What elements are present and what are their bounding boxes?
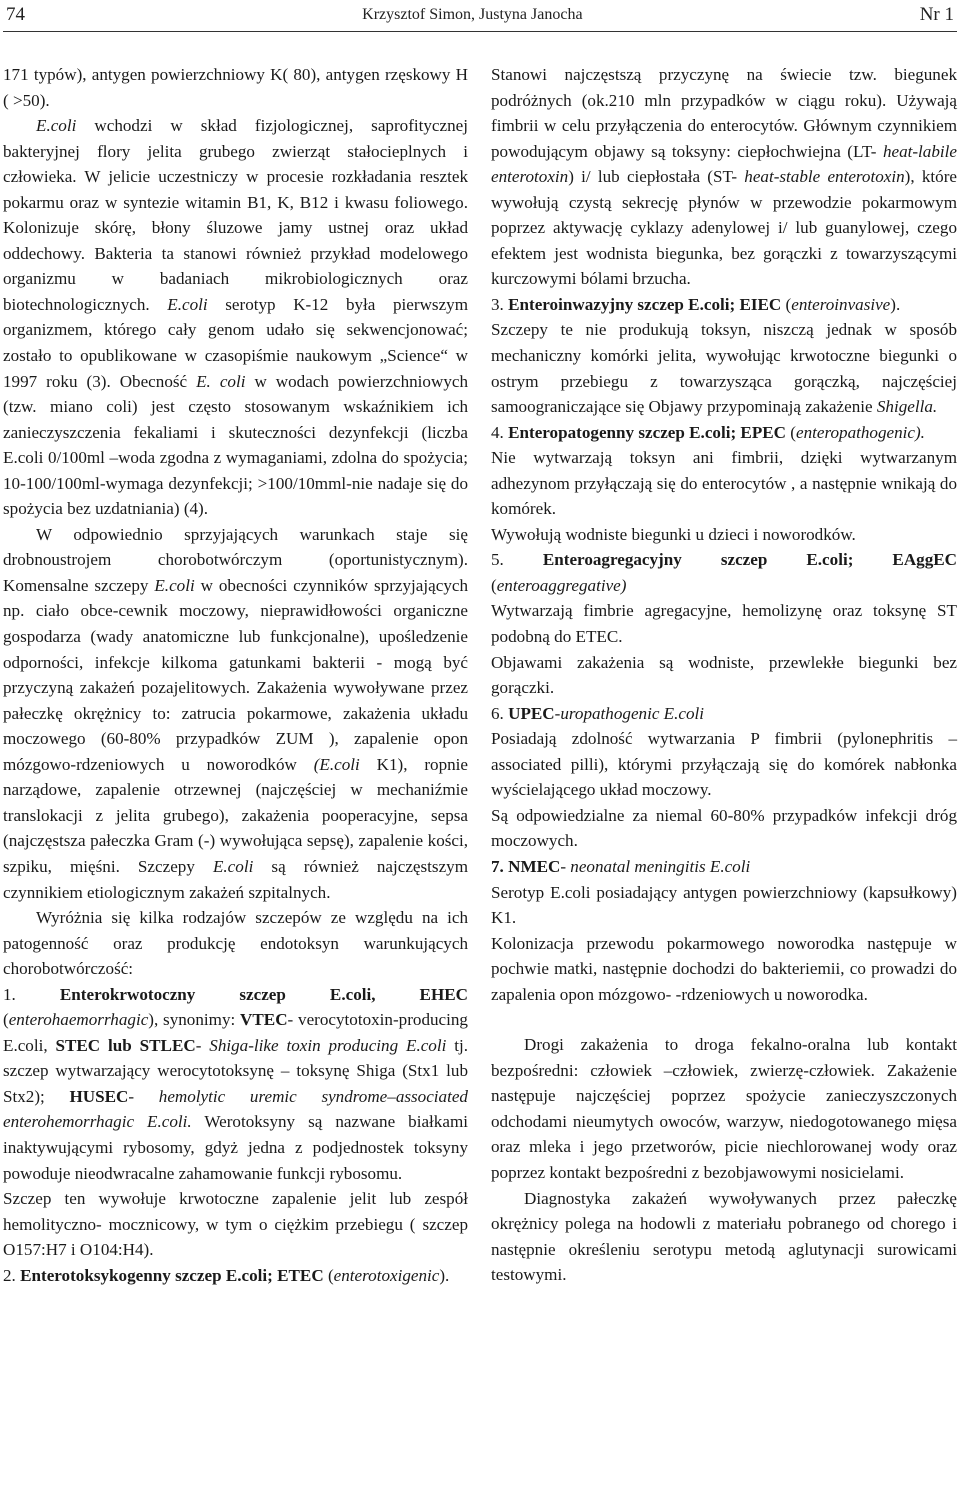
paragraph: W odpowiednio sprzyjających warunkach staje się drobnoustrojem chorobotwórczym (oportunistycznym). Komensalne szczepy E.coli w obecności czynników sprzyjających np. ciało obce-cewnik moczowy, nieprawidłowości organiczne gospodarza (wady anatomiczne lub funkcjonalne), upośledzenie odporności, infekcje kilkoma gatunkami bakterii - mogą być przyczyną zakażeń pozajelitowych. Zakażenia wywoływane przez pałeczkę okrężnicy to: zatrucia pokarmowe, zakażenia układu moczowego (60-80% przypadków ZUM ), zapalenie opon mózgowo-rdzeniowych u noworodków (E.coli K1), ropnie narządowe, zapalenie otrzewnej (najczęściej w mechaniźmie translokacji z jelita grubego), zakażenia pooperacyjne, sepsa (najczęstsza pałeczka Gram (-) wywołująca sepsę), zapalenie kości, szpiku, mięśni. Szczepy E.coli są również najczęstszym czynnikiem etiologicznym zakażeń szpitalnych.	[3, 524, 469, 902]
left-column	[3, 62, 468, 1288]
list-item: 1. Enterokrwotoczny szczep E.coli, EHEC (enterohaemorrhagic), synonimy: VTEC- verocytotoxin-producing E.coli, STEC lub STLEC- Shiga-like toxin producing E.coli tj. szczep wytwarzający werocytotoksynę – toksynę Shiga (Stx1 lub Stx2); HUSEC- hemolytic uremic syndrome–associated enterohemorrhagic E.coli. Werotoksyny są nazwane białkami inaktywującymi rybosomy, gdyż jedna z podjednostek toksyny powoduje nieodwracalne zahamowanie funkcji rybosomu.	[3, 984, 468, 1183]
header-rule	[3, 31, 957, 32]
paragraph: E.coli wchodzi w skład fizjologicznej, saprofitycznej bakteryjnej flory jelita grubego zwierząt stałocieplnych i człowieka. W jelicie uczestniczy w procesie rozkładania resztek pokarmu oraz w syntezie witamin B1, K, B12 i kwasu foliowego. Kolonizuje skórę, błony śluzowe jamy ustnej oraz układ oddechowy. Bakteria ta stanowi również przykład modelowego organizmu w badaniach mikrobiologicznych oraz biotechnologicznych. E.coli serotyp K-12 była pierwszym organizmem, którego cały genom udało się sekwencjonować; zostało to opublikowane w czasopiśmie naukowym „Science“ w 1997 roku (3). Obecność E. coli w wodach powierzchniowych (tzw. miano coli) jest często stosowanym wskaźnikiem ich zanieczyszczenia fekaliami i skuteczności dezynfekcji (liczba E.coli 0/100ml –woda zgodna z wymaganiami, zdolna do spożycia; 10-100/100ml-wymaga dezynfekcji; >100/10mml-nie nadaje się do spożycia bez uzdatniania) (4).	[3, 116, 468, 519]
page-number: 74	[6, 4, 25, 25]
list-item: 7. NMEC- neonatal meningitis E.coli	[491, 856, 751, 876]
paragraph: Szczep ten wywołuje krwotoczne zapalenie jelit lub zespół hemolityczno- mocznicowy, w tym o ciężkim przebiegu ( szczep O157:H7 i O104:H4).	[3, 1189, 468, 1260]
running-header-authors: Krzysztof Simon, Justyna Janocha	[362, 6, 583, 23]
paragraph: Wywołują wodniste biegunki u dzieci i noworodków.	[491, 524, 856, 544]
list-item: 4. Enteropatogenny szczep E.coli; EPEC (enteropathogenic).	[491, 422, 925, 442]
paragraph: Szczepy te nie produkują toksyn, niszczą jednak w sposób mechaniczny komórki jelita, wywołując krwotoczne biegunki o ostrym przebiegu z towarzysząca gorączką, najczęściej samoograniczające się Objawy przypominają zakażenie Shigella.	[491, 320, 957, 417]
paragraph: Wytwarzają fimbrie agregacyjne, hemolizynę oraz toksynę ST podobną do ETEC.	[491, 601, 957, 647]
paragraph: Posiadają zdolność wytwarzania P fimbrii (pylonephritis –associated pilli), którymi przyłączają się do komórek nabłonka wyścielającego układ moczowy.	[491, 729, 957, 800]
list-item: 6. UPEC-uropathogenic E.coli	[491, 703, 705, 723]
paragraph: Kolonizacja przewodu pokarmowego noworodka następuje w pochwie matki, następnie dochodzi do bakteriemii, co prowadzi do zapalenia opon mózgowo- -rdzeniowych u noworodka.	[491, 933, 957, 1004]
paragraph: Objawami zakażenia są wodniste, przewlekłe biegunki bez gorączki.	[491, 652, 957, 698]
running-header	[6, 0, 954, 30]
list-item: 3. Enteroinwazyjny szczep E.coli; EIEC (enteroinvasive).	[491, 294, 901, 314]
paragraph: Serotyp E.coli posiadający antygen powierzchniowy (kapsułkowy) K1.	[491, 882, 957, 928]
paragraph: Stanowi najczęstszą przyczynę na świecie tzw. biegunek podróżnych (ok.210 mln przypadków w ciągu roku). Używają fimbrii w celu przyłączenia do enterocytów. Głównym czynnikiem powodującym objawy są toksyny: ciepłochwiejna (LT- heat-labile enterotoxin) i/ lub ciepłostała (ST- heat-stable enterotoxin), które wywołują czystą sekrecję płynów w przewodzie pokarmowym poprzez aktywację cyklazy adenylowej i/ lub guanylowej, czego efektem jest wodnista biegunka, bez gorączki z towarzyszącymi kurczowymi bólami brzucha.	[491, 65, 957, 289]
paragraph: Drogi zakażenia to droga fekalno-oralna lub kontakt bezpośredni: człowiek –człowiek, zwierzę-człowiek. Zakażenie następuje najczęściej poprzez spożycie zanieczyszczonych odchodami nieumytych owoców, warzyw, niedogotowanego mięsa oraz mleka i jego przetworów, picie niechlorowanej wody oraz poprzez kontakt bezpośredni z bezobjawowymi nosicielami.	[491, 1035, 957, 1182]
list-item: 2. Enterotoksykogenny szczep E.coli; ETEC (enterotoxigenic).	[3, 1265, 450, 1285]
paragraph: Są odpowiedzialne za niemal 60-80% przypadków infekcji dróg moczowych.	[491, 805, 957, 851]
right-column	[491, 62, 957, 1288]
issue-number: Nr 1	[919, 4, 954, 25]
list-item: 5. Enteroagregacyjny szczep E.coli; EAggEC (enteroaggregative)	[491, 550, 958, 595]
paragraph: Nie wytwarzają toksyn ani fimbrii, dzięki wytwarzanym adhezynom przyłączają się do enterocytów , a następnie wnikają do komórek.	[491, 448, 957, 519]
paragraph: Diagnostyka zakażeń wywoływanych przez pałeczkę okrężnicy polega na hodowli z materiału pobranego od chorego i następnie określeniu serotypu metodą aglutynacji surowicami testowymi.	[491, 1188, 957, 1285]
paragraph: Wyróżnia się kilka rodzajów szczepów ze względu na ich patogenność oraz produkcję endotoksyn warunkujących chorobotwórczość:	[3, 908, 468, 979]
paragraph: 171 typów), antygen powierzchniowy K( 80), antygen rzęskowy H ( >50).	[3, 65, 468, 110]
